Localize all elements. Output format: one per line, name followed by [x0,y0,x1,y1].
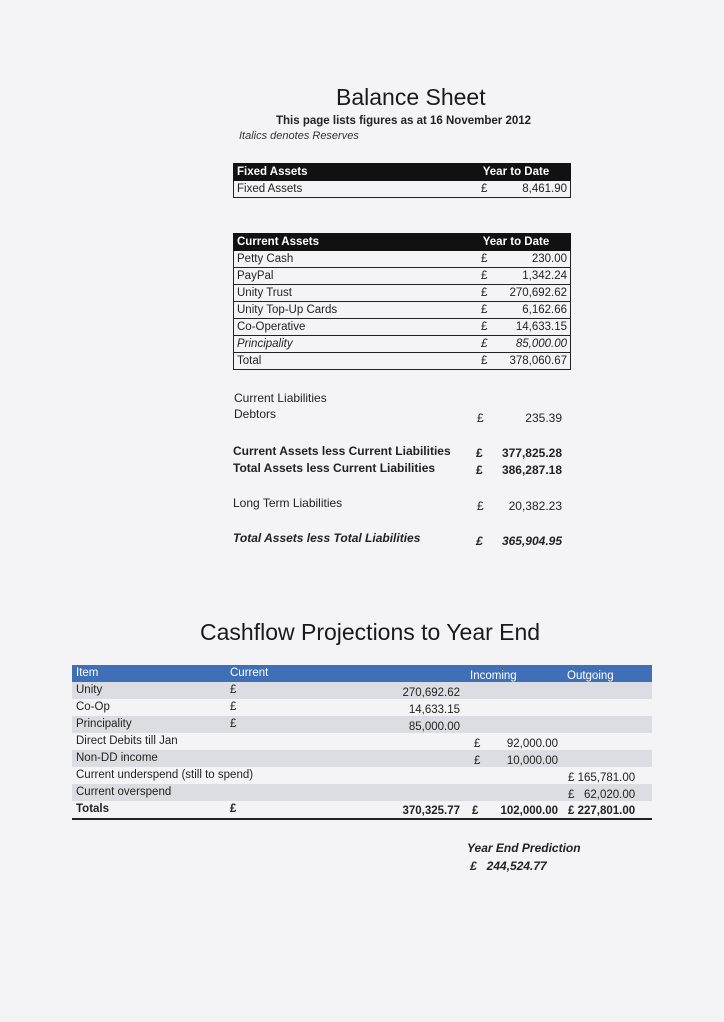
header-incoming: Incoming [470,670,517,682]
currency-symbol: £ [481,321,488,333]
cell-item: Non-DD income [76,752,158,764]
fixed-assets-header: Fixed Assets [234,164,463,181]
row-amount: 270,692.62 [509,287,567,299]
totals-label: Totals [76,803,110,815]
totals-row [72,801,652,820]
cell-current: 85,000.00 [408,721,460,733]
cell-current: 270,692.62 [402,687,460,699]
ta-less-cl-currency: £ [476,463,483,477]
row-amount: 8,461.90 [522,183,567,195]
totals-outgoing: £ 227,801.00 [568,805,636,817]
table-row [234,302,571,319]
table-row [72,784,652,801]
table-row [72,682,652,699]
cell-incoming: 10,000.00 [506,755,558,767]
cell-item: Unity [76,684,103,696]
table-row [72,750,652,767]
table-row [234,285,571,302]
table-row [234,319,571,336]
cell-item: Current overspend [76,786,172,798]
current-assets-table [233,233,571,370]
table-row [234,181,571,198]
row-label: Total [234,353,463,370]
cell-current-currency: £ [230,701,237,713]
row-label: Principality [234,336,463,353]
row-label: Unity Trust [234,285,463,302]
ca-less-cl-currency: £ [476,446,483,460]
currency-symbol: £ [481,338,488,350]
row-amount: 230.00 [531,253,567,265]
row-amount: 1,342.24 [522,270,567,282]
balance-sheet-title: Balance Sheet [336,84,486,110]
cell-outgoing: £ 62,020.00 [568,789,636,801]
ta-less-tl-label: Total Assets less Total Liabilities [233,531,421,545]
cashflow-table [72,665,652,820]
table-row-reserve [234,336,571,353]
debtors-currency: £ [477,411,484,425]
current-assets-header: Current Assets [234,234,463,251]
year-end-prediction-value: £ 244,524.77 [470,859,547,873]
table-row [72,733,652,750]
balance-sheet-subtitle: This page lists figures as at 16 November 2012 [276,115,532,127]
row-amount: 378,060.67 [509,355,567,367]
ta-less-cl-amount: 386,287.18 [501,463,562,477]
table-row [72,699,652,716]
currency-symbol: £ [481,287,488,299]
currency-symbol: £ [481,304,488,316]
debtors-label: Debtors [234,407,277,421]
ta-less-tl-amount: 365,904.95 [501,534,562,548]
table-row [72,767,652,784]
ca-less-cl-amount: 377,825.28 [501,446,562,460]
ta-less-tl-currency: £ [476,534,483,548]
table-row [234,251,571,268]
cell-current-currency: £ [230,718,237,730]
row-label: Co-Operative [234,319,463,336]
totals-incoming-currency: £ [472,805,479,817]
table-row [72,716,652,733]
row-amount: 6,162.66 [522,304,567,316]
cell-item: Co-Op [76,701,110,713]
debtors-amount: 235.39 [525,411,562,425]
header-current: Current [230,667,269,679]
cashflow-title: Cashflow Projections to Year End [200,619,541,645]
year-end-prediction-label: Year End Prediction [467,841,581,855]
row-amount: 14,633.15 [515,321,567,333]
header-item: Item [76,667,99,679]
fixed-assets-table [233,163,571,198]
row-amount: 85,000.00 [515,338,567,350]
totals-current: 370,325.77 [402,805,460,817]
long-term-label: Long Term Liabilities [233,496,343,510]
cell-current-currency: £ [230,684,237,696]
table-row [234,268,571,285]
ta-less-cl-label: Total Assets less Current Liabilities [233,461,436,475]
cell-incoming: 92,000.00 [506,738,558,750]
cell-outgoing: £ 165,781.00 [568,772,636,784]
currency-symbol: £ [481,183,488,195]
ca-less-cl-label: Current Assets less Current Liabilities [233,444,451,458]
cell-item: Principality [76,718,132,730]
currency-symbol: £ [481,253,488,265]
cell-item: Current underspend (still to spend) [76,769,254,781]
reserves-note: Italics denotes Reserves [239,130,359,142]
long-term-amount: 20,382.23 [508,499,562,513]
totals-incoming: 102,000.00 [500,805,558,817]
totals-current-currency: £ [230,803,237,815]
cell-incoming-currency: £ [474,738,481,750]
cell-current: 14,633.15 [408,704,460,716]
long-term-currency: £ [477,499,484,513]
currency-symbol: £ [481,270,488,282]
current-liabilities-label: Current Liabilities [234,391,327,405]
cell-item: Direct Debits till Jan [76,735,178,747]
table-row-total [234,353,571,370]
fixed-assets-ytd-header: Year to Date [462,164,571,181]
row-label: Fixed Assets [234,181,463,198]
current-assets-ytd-header: Year to Date [462,234,571,251]
row-label: PayPal [234,268,463,285]
row-label: Unity Top-Up Cards [234,302,463,319]
header-outgoing: Outgoing [567,670,614,682]
cell-incoming-currency: £ [474,755,481,767]
row-label: Petty Cash [234,251,463,268]
cashflow-header-row [72,665,652,682]
currency-symbol: £ [481,355,488,367]
